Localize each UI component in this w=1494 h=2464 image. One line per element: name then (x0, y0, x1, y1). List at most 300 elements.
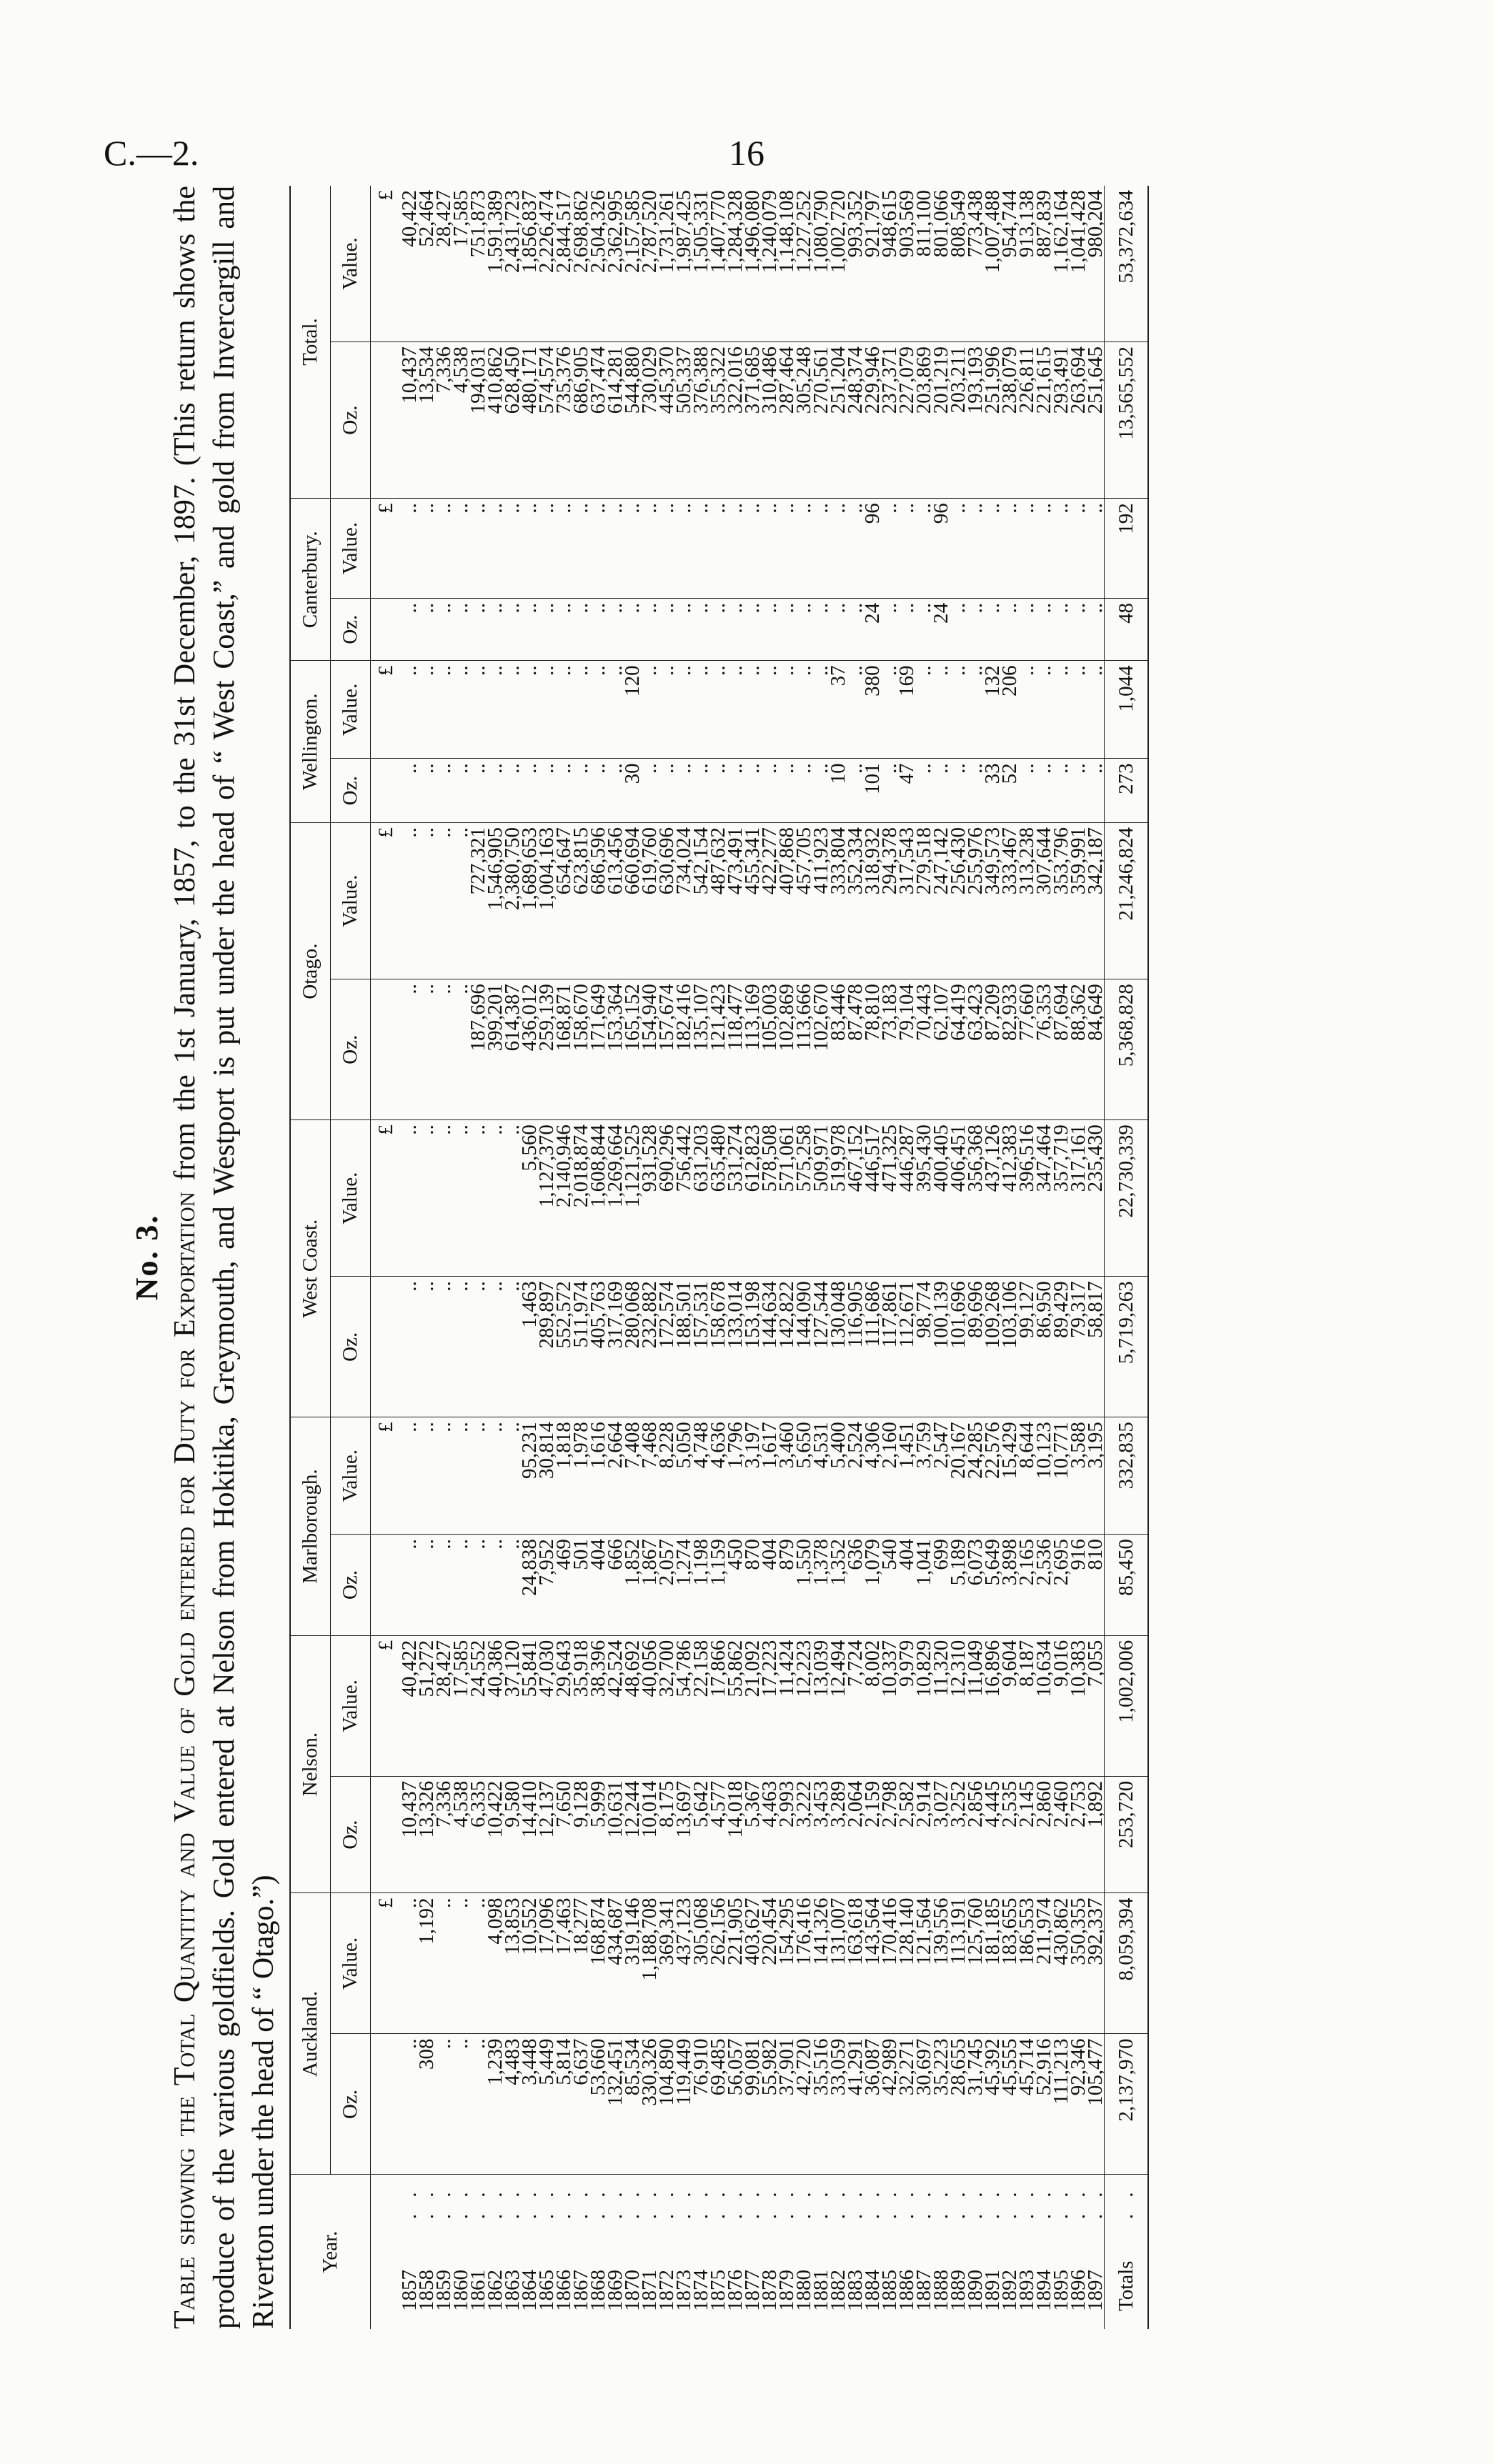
oz-cell: .. (452, 759, 469, 823)
value-cell: 1,987,425 (675, 186, 692, 341)
oz-cell: 2,064 (847, 1776, 864, 1893)
value-cell: 15,429 (1001, 1417, 1018, 1535)
oz-cell: .. (607, 598, 624, 661)
oz-cell: 614,281 (607, 341, 624, 498)
value-cell: 1,731,261 (658, 186, 675, 341)
oz-cell: .. (984, 598, 1001, 661)
oz-cell: 99,081 (744, 2034, 761, 2175)
value-cell: 3,197 (744, 1417, 761, 1535)
value-cell: 578,508 (761, 1120, 778, 1277)
oz-cell: 69,485 (709, 2034, 727, 2175)
oz-cell: 3,027 (932, 1776, 950, 1893)
value-cell: .. (487, 1417, 504, 1535)
value-cell: .. (452, 1893, 469, 2034)
caption-body: from the 1st January, 1857, to the 31st December, 1897. (This return shows the produce of the various goldfields. Gold entered at Nelson from Hokitika, Greymouth, and Westport is put under the head of “ West Coast,” and gold from Invercargill and Riverton under the head of “ Otago.”) (169, 186, 280, 2329)
oz-cell: .. (761, 598, 778, 661)
oz-cell: 4,483 (504, 2034, 521, 2175)
oz-cell: .. (641, 759, 658, 823)
oz-cell: .. (675, 759, 692, 823)
value-cell: 11,049 (967, 1635, 984, 1776)
value-cell: .. (761, 499, 778, 599)
oz-cell: 1,198 (692, 1535, 709, 1636)
oz-cell: .. (847, 759, 864, 823)
value-cell: 531,274 (727, 1120, 744, 1277)
unit-row-spacer (371, 2175, 402, 2329)
oz-cell: 10 (830, 759, 847, 823)
value-cell: 13,039 (812, 1635, 830, 1776)
oz-cell: 153,364 (607, 979, 624, 1120)
value-cell: .. (589, 499, 607, 599)
value-cell: 4,748 (692, 1417, 709, 1535)
oz-cell: 89,429 (1052, 1277, 1070, 1417)
value-header: Value. (331, 661, 371, 759)
oz-cell: 171,649 (589, 979, 607, 1120)
oz-cell: 102,869 (778, 979, 795, 1120)
value-cell: 317,161 (1070, 1120, 1087, 1277)
oz-cell: 1,274 (675, 1535, 692, 1636)
value-cell: 613,456 (607, 823, 624, 979)
oz-cell: 2,695 (1052, 1535, 1070, 1636)
leader-dots: . . (449, 2186, 472, 2220)
oz-cell: 5,649 (984, 1535, 1001, 1636)
value-cell: 168,874 (589, 1893, 607, 2034)
value-cell: 40,386 (487, 1635, 504, 1776)
value-header: Value. (331, 1635, 371, 1776)
value-cell: .. (418, 1417, 435, 1535)
oz-cell: 33 (984, 759, 1001, 823)
value-cell: 13,853 (504, 1893, 521, 2034)
leader-dots: . . (604, 2186, 627, 2220)
value-cell: 660,694 (624, 823, 641, 979)
oz-cell: 32,271 (898, 2034, 915, 2175)
value-cell: .. (418, 823, 435, 979)
value-cell: 313,238 (1018, 823, 1035, 979)
oz-cell: 118,477 (727, 979, 744, 1120)
value-cell: .. (401, 1120, 418, 1277)
oz-cell: 2,165 (1018, 1535, 1035, 1636)
value-cell: .. (624, 499, 641, 599)
value-cell: 96 (932, 499, 950, 599)
value-cell: 457,705 (795, 823, 812, 979)
value-cell: 2,226,474 (538, 186, 555, 341)
oz-cell: 2,993 (778, 1776, 795, 1893)
oz-cell: 4,463 (761, 1776, 778, 1893)
value-cell: 32,700 (658, 1635, 675, 1776)
leader-dots: . . (1115, 2186, 1137, 2220)
value-cell: .. (847, 499, 864, 599)
oz-cell: .. (555, 759, 572, 823)
oz-cell: 227,079 (898, 341, 915, 498)
value-cell: .. (1018, 661, 1035, 759)
value-cell: .. (1070, 499, 1087, 599)
oz-cell: 58,817 (1087, 1277, 1105, 1417)
oz-cell: 263,694 (1070, 341, 1087, 498)
oz-cell: .. (881, 598, 898, 661)
value-cell: 686,596 (589, 823, 607, 979)
value-cell: 2,787,520 (641, 186, 658, 341)
value-cell: 279,518 (915, 823, 932, 979)
value-cell: 931,528 (641, 1120, 658, 1277)
value-cell: .. (812, 499, 830, 599)
value-cell: 51,272 (418, 1635, 435, 1776)
oz-cell: 226,811 (1018, 341, 1035, 498)
oz-cell: 6,335 (469, 1776, 487, 1893)
value-cell: .. (658, 661, 675, 759)
oz-cell: .. (504, 759, 521, 823)
group-header-nelson: Nelson. (290, 1635, 331, 1893)
value-cell: 455,341 (744, 823, 761, 979)
value-cell: 1,451 (898, 1417, 915, 1535)
value-cell: .. (778, 661, 795, 759)
value-cell: .. (572, 661, 589, 759)
year-label: 1888 (930, 2270, 952, 2311)
value-cell: 734,024 (675, 823, 692, 979)
value-cell: 654,647 (555, 823, 572, 979)
value-cell: 352,334 (847, 823, 864, 979)
year-label: 1866 (552, 2270, 575, 2311)
oz-cell: 2,159 (864, 1776, 881, 1893)
oz-cell: .. (555, 598, 572, 661)
year-header: Year. (290, 2175, 371, 2329)
leader-dots: . . (672, 2186, 695, 2220)
oz-cell: .. (607, 759, 624, 823)
value-cell: 690,296 (658, 1120, 675, 1277)
value-cell: 5,050 (675, 1417, 692, 1535)
value-cell: 396,516 (1018, 1120, 1035, 1277)
year-label: 1869 (604, 2270, 627, 2311)
value-cell: 143,564 (864, 1893, 881, 2034)
oz-cell: 157,531 (692, 1277, 709, 1417)
value-cell: 509,971 (812, 1120, 830, 1277)
value-cell: .. (607, 499, 624, 599)
value-cell: 430,862 (1052, 1893, 1070, 2034)
leader-dots: . . (621, 2186, 644, 2220)
value-cell: .. (504, 661, 521, 759)
year-label: 1873 (672, 2270, 695, 2311)
value-cell: 1,608,844 (589, 1120, 607, 1277)
value-cell: 52,464 (418, 186, 435, 341)
value-cell: 2,524 (847, 1417, 864, 1535)
oz-cell: 158,678 (709, 1277, 727, 1417)
oz-cell: 203,211 (950, 341, 967, 498)
oz-cell: 7,650 (555, 1776, 572, 1893)
oz-cell: 501 (572, 1535, 589, 1636)
oz-cell: 99,127 (1018, 1277, 1035, 1417)
value-cell: 47,030 (538, 1635, 555, 1776)
group-header-wellington: Wellington. (290, 661, 331, 823)
value-cell: 16,896 (984, 1635, 1001, 1776)
value-cell: 9,016 (1052, 1635, 1070, 1776)
leader-dots: . . (415, 2186, 438, 2220)
oz-cell: 2,460 (1052, 1776, 1070, 1893)
oz-cell: 201,219 (932, 341, 950, 498)
unit-row (371, 186, 402, 2329)
value-cell: 121,564 (915, 1893, 932, 2034)
oz-header: Oz. (331, 341, 371, 498)
oz-cell: 1,892 (1087, 1776, 1105, 1893)
group-header-auckland: Auckland. (290, 1893, 331, 2175)
oz-cell: 289,897 (538, 1277, 555, 1417)
oz-cell: 187,696 (469, 979, 487, 1120)
oz-cell: .. (1001, 598, 1018, 661)
value-cell: 176,416 (795, 1893, 812, 2034)
oz-cell: 89,696 (967, 1277, 984, 1417)
value-cell: .. (538, 499, 555, 599)
total-value-cell: 192 (1105, 499, 1149, 599)
oz-cell: .. (452, 598, 469, 661)
value-cell: 2,504,326 (589, 186, 607, 341)
year-label: 1858 (415, 2270, 438, 2311)
value-cell: 139,556 (932, 1893, 950, 2034)
oz-cell: 505,337 (675, 341, 692, 498)
value-cell: .. (795, 499, 812, 599)
value-cell: 113,191 (950, 1893, 967, 2034)
oz-cell: 5,999 (589, 1776, 607, 1893)
pound-sign: £ (371, 1893, 402, 2034)
value-cell: .. (830, 499, 847, 599)
oz-cell: 666 (607, 1535, 624, 1636)
oz-cell: 10,422 (487, 1776, 504, 1893)
oz-cell: 86,950 (1035, 1277, 1052, 1417)
oz-cell: 330,326 (641, 2034, 658, 2175)
unit-oz-blank (371, 1535, 402, 1636)
oz-cell: 78,810 (864, 979, 881, 1120)
value-header: Value. (331, 1893, 371, 2034)
oz-cell: 153,198 (744, 1277, 761, 1417)
value-cell: .. (504, 1417, 521, 1535)
oz-cell: 3,289 (830, 1776, 847, 1893)
oz-cell: .. (761, 759, 778, 823)
value-cell: 407,868 (778, 823, 795, 979)
value-cell: .. (487, 661, 504, 759)
document-reference: C.—2. (104, 133, 199, 173)
leader-dots: . . (810, 2186, 832, 2220)
value-cell: 9,979 (898, 1635, 915, 1776)
oz-cell: 5,367 (744, 1776, 761, 1893)
value-cell: 471,325 (881, 1120, 898, 1277)
oz-cell: 9,580 (504, 1776, 521, 1893)
value-cell: .. (452, 823, 469, 979)
total-value-cell: 8,059,394 (1105, 1893, 1149, 2034)
total-oz-cell: 85,450 (1105, 1535, 1149, 1636)
oz-cell: .. (1018, 759, 1035, 823)
oz-cell: .. (830, 598, 847, 661)
value-cell: 125,760 (967, 1893, 984, 2034)
oz-cell: 410,862 (487, 341, 504, 498)
value-cell: .. (641, 661, 658, 759)
year-label: 1884 (861, 2270, 884, 2311)
oz-cell: 117,861 (881, 1277, 898, 1417)
oz-cell: 2,856 (967, 1776, 984, 1893)
value-cell: .. (795, 661, 812, 759)
oz-cell: 82,933 (1001, 979, 1018, 1120)
year-label: 1875 (707, 2270, 729, 2311)
oz-header: Oz. (331, 598, 371, 661)
oz-cell: .. (435, 1535, 452, 1636)
year-label: 1874 (689, 2270, 712, 2311)
oz-cell: 28,655 (950, 2034, 967, 2175)
leader-dots: . . (552, 2186, 575, 2220)
value-cell: 2,140,946 (555, 1120, 572, 1277)
oz-cell: 64,419 (950, 979, 967, 1120)
value-cell: 1,796 (727, 1417, 744, 1535)
oz-cell: .. (915, 759, 932, 823)
value-cell: 206 (1001, 661, 1018, 759)
year-label: 1893 (1015, 2270, 1038, 2311)
value-cell: 17,463 (555, 1893, 572, 2034)
value-cell: 2,160 (881, 1417, 898, 1535)
pound-sign: £ (371, 1417, 402, 1535)
oz-cell: .. (727, 598, 744, 661)
oz-cell: .. (1052, 759, 1070, 823)
value-cell: .. (915, 661, 932, 759)
oz-cell: .. (521, 598, 538, 661)
oz-cell: 1,041 (915, 1535, 932, 1636)
oz-cell: 36,087 (864, 2034, 881, 2175)
value-header: Value. (331, 499, 371, 599)
oz-cell: 133,014 (727, 1277, 744, 1417)
oz-cell: 8,175 (658, 1776, 675, 1893)
value-cell: 128,140 (898, 1893, 915, 2034)
oz-cell: .. (898, 598, 915, 661)
value-cell: .. (744, 661, 761, 759)
leader-dots: . . (895, 2186, 918, 2220)
oz-cell: .. (744, 598, 761, 661)
value-cell: 17,223 (761, 1635, 778, 1776)
year-label: 1871 (638, 2270, 661, 2311)
oz-cell: .. (435, 1277, 452, 1417)
value-cell: .. (898, 499, 915, 599)
value-cell: 8,002 (864, 1635, 881, 1776)
value-cell: .. (435, 1893, 452, 2034)
value-cell: 487,632 (709, 823, 727, 979)
value-cell: 801,066 (932, 186, 950, 341)
oz-cell: 203,869 (915, 341, 932, 498)
value-cell: .. (401, 499, 418, 599)
oz-cell: 77,660 (1018, 979, 1035, 1120)
total-value-cell: 53,372,634 (1105, 186, 1149, 341)
oz-cell: .. (504, 1535, 521, 1636)
oz-cell: .. (418, 1535, 435, 1636)
oz-cell: 916 (1070, 1535, 1087, 1636)
value-cell: 305,068 (692, 1893, 709, 2034)
oz-cell: 469 (555, 1535, 572, 1636)
oz-cell: 56,057 (727, 2034, 744, 2175)
oz-cell: 317,169 (607, 1277, 624, 1417)
value-header: Value. (331, 1417, 371, 1535)
value-cell: 434,687 (607, 1893, 624, 2034)
value-cell: 40,056 (641, 1635, 658, 1776)
total-oz-cell: 2,137,970 (1105, 2034, 1149, 2175)
value-cell: 10,829 (915, 1635, 932, 1776)
oz-cell: 188,501 (675, 1277, 692, 1417)
oz-cell: .. (967, 598, 984, 661)
oz-cell: .. (401, 759, 418, 823)
value-cell: 437,126 (984, 1120, 1001, 1277)
year-label: 1882 (827, 2270, 850, 2311)
oz-cell: 2,536 (1035, 1535, 1052, 1636)
value-cell: .. (1035, 661, 1052, 759)
value-cell: 11,320 (932, 1635, 950, 1776)
leader-dots: . . (1084, 2186, 1107, 2220)
oz-cell: 259,139 (538, 979, 555, 1120)
value-cell: .. (521, 499, 538, 599)
oz-cell: .. (469, 2034, 487, 2175)
value-cell: .. (727, 661, 744, 759)
value-cell: 619,760 (641, 823, 658, 979)
value-cell: 1,284,328 (727, 186, 744, 341)
value-cell: .. (847, 661, 864, 759)
oz-cell: .. (778, 598, 795, 661)
oz-cell: .. (709, 759, 727, 823)
value-cell: 21,092 (744, 1635, 761, 1776)
year-label: 1879 (775, 2270, 798, 2311)
oz-cell: 83,446 (830, 979, 847, 1120)
value-cell: 12,223 (795, 1635, 812, 1776)
year-label: 1886 (895, 2270, 918, 2311)
value-cell: 17,096 (538, 1893, 555, 2034)
value-cell: 5,560 (521, 1120, 538, 1277)
oz-cell: 686,905 (572, 341, 589, 498)
oz-cell: .. (658, 598, 675, 661)
oz-cell: 4,538 (452, 341, 469, 498)
oz-cell: 238,079 (1001, 341, 1018, 498)
value-cell: .. (1018, 499, 1035, 599)
value-cell: 9,604 (1001, 1635, 1018, 1776)
oz-cell: 322,016 (727, 341, 744, 498)
value-cell: .. (452, 1417, 469, 1535)
value-cell: 369,341 (658, 1893, 675, 2034)
oz-cell: 127,544 (812, 1277, 830, 1417)
oz-cell: 2,914 (915, 1776, 932, 1893)
leader-dots: . . (398, 2186, 421, 2220)
value-cell: 235,430 (1087, 1120, 1105, 1277)
value-cell: .. (538, 661, 555, 759)
oz-cell: 14,410 (521, 1776, 538, 1893)
value-cell: 18,277 (572, 1893, 589, 2034)
value-cell: 4,306 (864, 1417, 881, 1535)
value-cell: 28,427 (435, 1635, 452, 1776)
value-cell: 317,543 (898, 823, 915, 979)
oz-cell: 5,449 (538, 2034, 555, 2175)
oz-cell: 113,169 (744, 979, 761, 1120)
year-label: 1863 (501, 2270, 524, 2311)
oz-cell: 371,685 (744, 341, 761, 498)
year-label: 1878 (758, 2270, 781, 2311)
value-cell: .. (521, 661, 538, 759)
value-cell: 169 (898, 661, 915, 759)
oz-cell: .. (401, 1535, 418, 1636)
value-cell: .. (812, 661, 830, 759)
value-cell: .. (469, 499, 487, 599)
value-cell: 2,844,517 (555, 186, 572, 341)
value-cell: 727,321 (469, 823, 487, 979)
oz-cell: 10,631 (607, 1776, 624, 1893)
sub-header-row (331, 186, 371, 2329)
pound-sign: £ (371, 823, 402, 979)
oz-cell: .. (487, 1277, 504, 1417)
leader-dots: . . (930, 2186, 952, 2220)
oz-cell: 100,139 (932, 1277, 950, 1417)
value-cell: 11,424 (778, 1635, 795, 1776)
year-label: 1872 (655, 2270, 678, 2311)
leader-dots: . . (844, 2186, 867, 2220)
year-label: 1895 (1050, 2270, 1072, 2311)
unit-oz-blank (371, 341, 402, 498)
group-header-otago: Otago. (290, 823, 331, 1120)
oz-cell: 33,059 (830, 2034, 847, 2175)
oz-cell: 24 (864, 598, 881, 661)
